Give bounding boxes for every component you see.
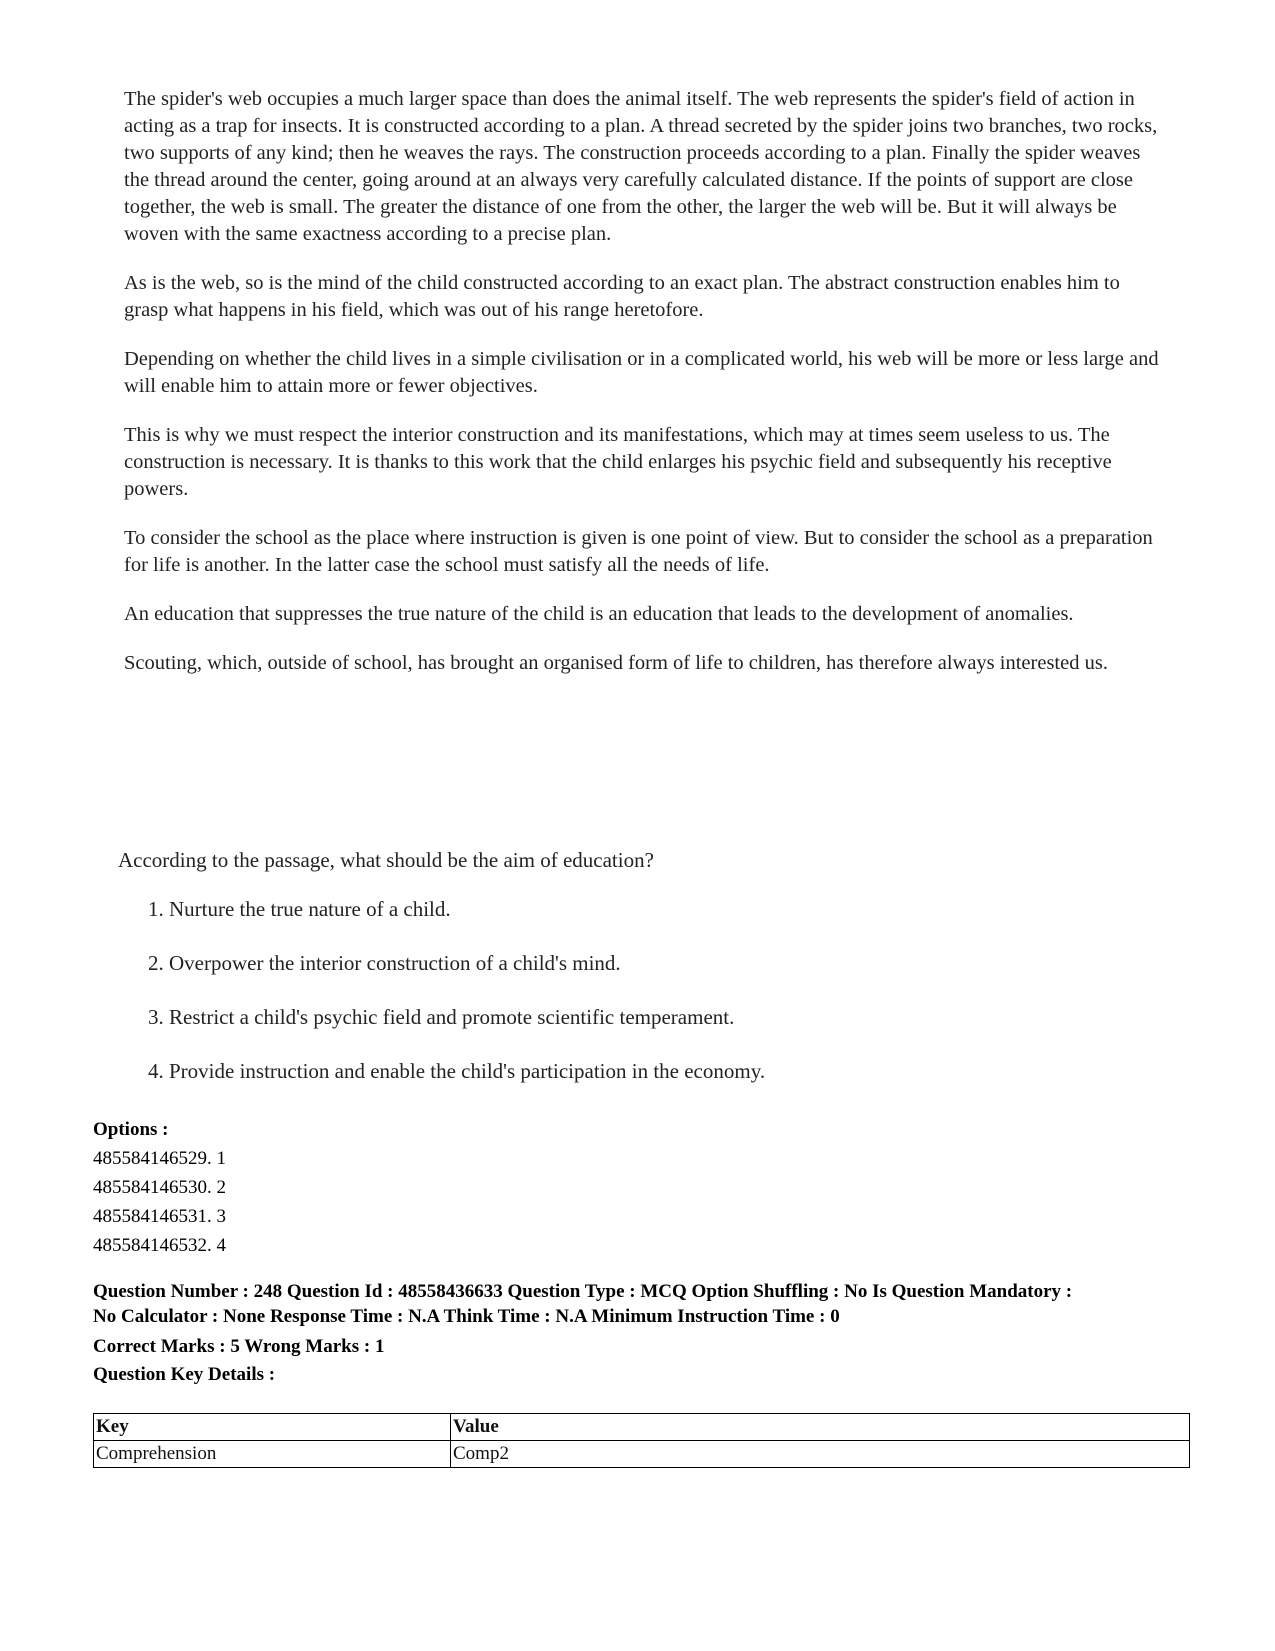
table-row: [94, 1441, 1190, 1468]
passage-paragraph: Depending on whether the child lives in a simple civilisation or in a complicated world, his web will be more or less large and will enable him to attain more or fewer objectives.: [124, 348, 1159, 397]
passage-paragraph: To consider the school as the place where instruction is given is one point of view. But to consider the school as a preparation for life is another. In the latter case the school must satisfy all the needs of life.: [124, 527, 1153, 576]
answer-choice: 1. Nurture the true nature of a child.: [148, 897, 451, 921]
question-meta: [93, 1116, 1193, 1389]
passage-paragraph: This is why we must respect the interior construction and its manifestations, which may at times seem useless to us. The construction is necessary. It is thanks to this work that the child enlarges his psychic field and subsequently his receptive powers.: [124, 424, 1112, 500]
answer-choice: 2. Overpower the interior construction of a child's mind.: [148, 951, 621, 975]
passage-paragraph: Scouting, which, outside of school, has brought an organised form of life to children, has therefore always interested us.: [124, 652, 1108, 674]
option-id: 485584146531. 3: [93, 1206, 226, 1227]
table-header-row: [94, 1414, 1190, 1441]
option-id: 485584146529. 1: [93, 1148, 226, 1169]
table-cell-value: Comp2: [451, 1441, 1190, 1468]
passage-paragraph: The spider's web occupies a much larger space than does the animal itself. The web represents the spider's field of action in acting as a trap for insects. It is constructed according to a plan. A thread secreted by the spider joins two branches, two rocks, two supports of any kind; then he weaves the rays. The construction proceeds according to a plan. Finally the spider weaves the thread around the center, going around at an always very carefully calculated distance. If the points of support are close together, the web is small. The greater the distance of one from the other, the larger the web will be. But it will always be woven with the same exactness according to a precise plan.: [124, 88, 1158, 245]
option-id: 485584146530. 2: [93, 1177, 226, 1198]
key-details-table: [93, 1413, 1190, 1468]
question-info-line: No Calculator : None Response Time : N.A Think Time : N.A Minimum Instruction Time : 0: [93, 1306, 840, 1327]
passage-paragraph: As is the web, so is the mind of the child constructed according to an exact plan. The abstract construction enables him to grasp what happens in his field, which was out of his range heretofore.: [124, 272, 1120, 321]
table-header-value: Value: [451, 1414, 1190, 1441]
passage-paragraph: An education that suppresses the true nature of the child is an education that leads to the development of anomalies.: [124, 603, 1074, 625]
question-info: [93, 1279, 1193, 1329]
answer-choice: 4. Provide instruction and enable the child's participation in the economy.: [148, 1059, 766, 1083]
passage: [124, 86, 1164, 699]
answer-choice: 3. Restrict a child's psychic field and promote scientific temperament.: [148, 1005, 735, 1029]
key-details-label: Question Key Details :: [93, 1364, 276, 1385]
options-label: Options :: [93, 1119, 169, 1140]
question-info-line: Question Number : 248 Question Id : 48558436633 Question Type : MCQ Option Shuffling : No Is Question Mandatory :: [93, 1281, 1073, 1302]
marks-info: Correct Marks : 5 Wrong Marks : 1: [93, 1336, 385, 1357]
table-header-key: Key: [94, 1414, 451, 1441]
table-cell-key: Comprehension: [94, 1441, 451, 1468]
answer-choices: [148, 897, 765, 1113]
option-id: 485584146532. 4: [93, 1235, 226, 1256]
question-text: According to the passage, what should be the aim of education?: [118, 848, 654, 872]
